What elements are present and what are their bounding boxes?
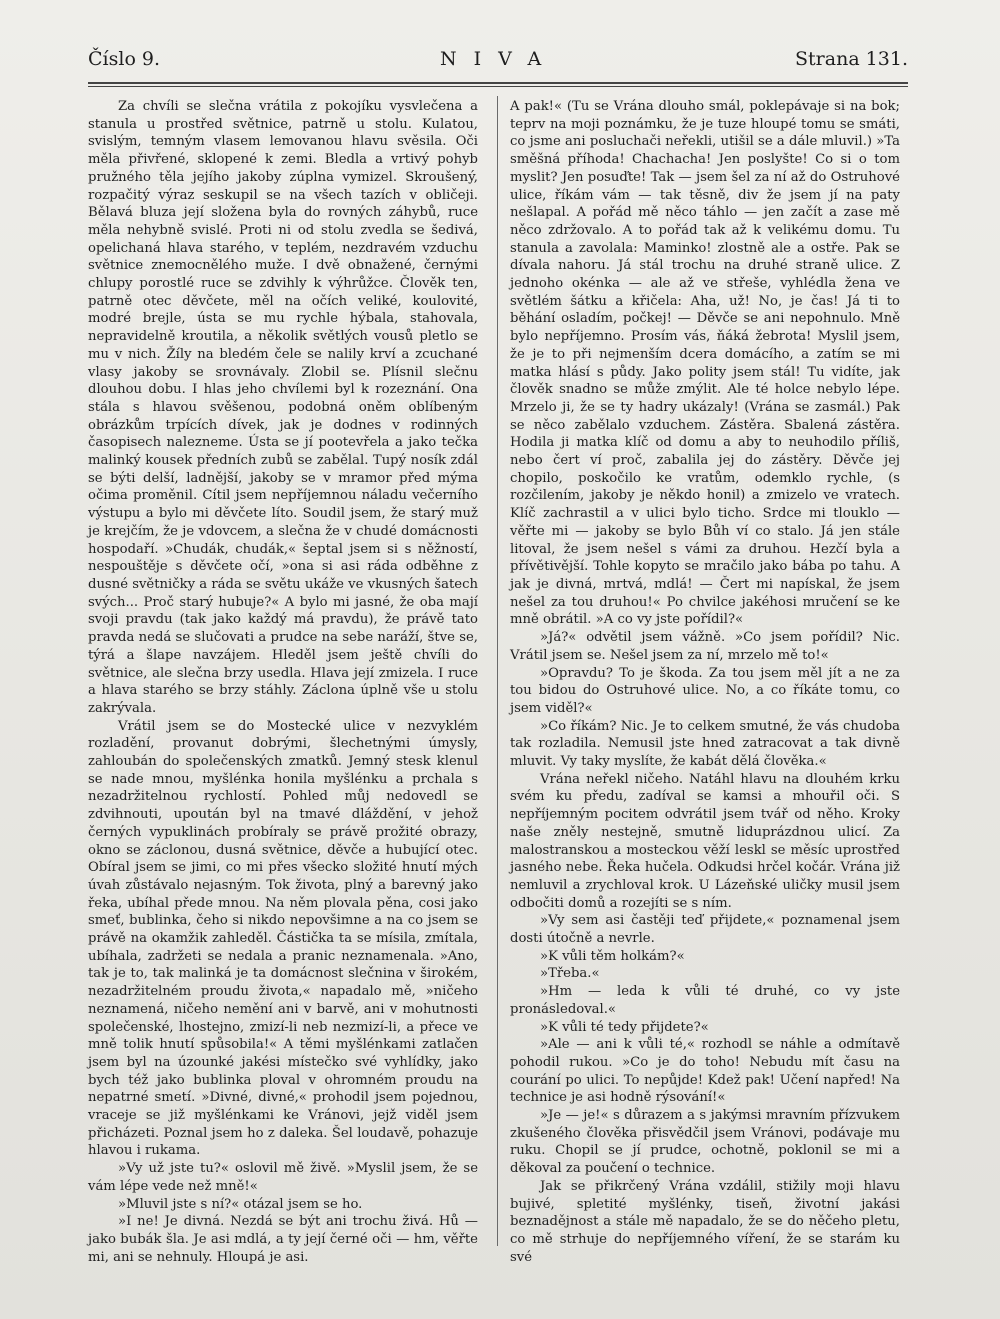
right-paragraph: »Třeba.« [540,966,600,982]
left-paragraph: »I ne! Je divná. Nezdá se být ani trochu živá. Hů — jako bubák šla. Je asi mdlá, a ty její černé oči — hm, věřte mi, ani se nehnuly. Hloupá je asi. [88,1214,478,1265]
right-paragraph: »K vůli těm holkám?« [540,948,685,964]
header-rule [88,82,908,87]
left-paragraph: Vrátil jsem se do Mostecké ulice v nezvyklém rozladění, provanut dobrými, šlechetnými úmysly, zahloubán do společenských zmatků. Jemný stesk klenul se nade mnou, myšlénka honila myšlénku a prchala s nezadržitelnou rychlostí. Pohled můj nedovedl se zdvihnouti, upoután byl na tmavé dláždění, v jehož černých vypuklinách probíraly se právě prožité obrazy, okno se záclonou, dusná světnice, děvče a hubující otec. Obíral jsem se jimi, co mi přes všecko složité hnutí mých úvah zůstávalo nejasným. Tok života, plný a barevný jako řeka, ubíhal přede mnou. Na něm plovala pěna, cosi jako smeť, bublinka, čeho si nikdo nepovšimne a na co jsem se právě na okamžik zahleděl. Částička ta se mísila, zmítala, ubíhala, zadržeti se nedala a pranic neznamenala. »Ano, tak je to, tak malinká je ta domácnost slečnina v širokém, nezadržitelném proudu života,« napadalo mě, »ničeho neznamená, ničeho nemění ani v barvě, ani v mohutnosti společenské, lhostejno, zmizí-li neb nezmizí-li, a přece ve mně tolik hnutí spůsobila!« A těmi myšlénkami zatlačen jsem byl na úzounké jakési místečko své vyhlídky, jako bych též jako bublinka ploval v ohromném proudu na nepatrné smetí. »Divné, divné,« prohodil jsem pojednou, vraceje se již myšlénkami ke Vránovi, jejž viděl jsem přicházeti. Poznal jsem ho z daleka. Šel loudavě, pohazuje hlavou i rukama. [88,718,478,1159]
right-paragraph: »Já?« odvětil jsem vážně. »Co jsem pořídil? Nic. Vrátil jsem se. Nešel jsem za ní, mrzelo mě to!« [510,630,900,663]
right-paragraph: Jak se přikrčený Vrána vzdálil, stižily moji hlavu bujivé, spletité myšlénky, tiseň, životní jakási beznadějnost a stále mě napadalo, že se do něčeho pletu, co mě strhuje do nepříjemného víření, že se starám ku své [510,1178,900,1265]
right-paragraph: »Hm — leda k vůli té druhé, co vy jste pronásledoval.« [510,984,900,1017]
right-paragraph: »Je — je!« s důrazem a s jakýmsi mravním přízvukem zkušeného člověka přisvědčil jsem Vránovi, podávaje mu ruku. Chopil se jí prudce, ochotně, poklonil se mi a děkoval za poučení o technice. [510,1108,900,1177]
column-divider [497,96,498,1246]
right-paragraph: »K vůli té tedy přijdete?« [540,1019,709,1035]
issue-number: Číslo 9. [88,48,161,70]
left-paragraph: Za chvíli se slečna vrátila z pokojíku vysvlečena a stanula u prostřed světnice, patrně u stolu. Kulatou, svislým, temným vlasem lemovanou hlavu svěsila. Oči měla přivřené, sklopené k zemi. Bledla a vrtivý pohyb pružného těla jejího jakoby zúplna vymizel. Skroušený, rozpačitý výraz seskupil se na všech tazích v obličeji. Bělavá bluza její složena byla do rovných záhybů, ruce měla nehybně svislé. Proti ni od stolu zvedla se šedivá, opelichaná hlava starého, v teplém, nezdravém vzduchu světnice znemocnělého muže. I dvě obnažené, černými chlupy porostlé ruce se zdvihly k výhrůžce. Člověk ten, patrně otec děvčete, měl na očích veliké, koulovité, modré brejle, ústa se mu rychle hýbala, stahovala, nepravidelně kroutila, a několik světlých vousů pletlo se mu v nich. Žíly na bledém čele se nalily krví a zcuchané vlasy jakoby se srovnávaly. Zlobil se. Plísnil slečnu dlouhou dobu. I hlas jeho chvílemi byl k rozeznání. Ona stála s hlavou svěšenou, podobná oněm oblíbeným obrázkům trpících dívek, jak je dodnes v rodinných časopisech nalezneme. Ústa se jí pootevřela a jako tečka malinký kousek předních zubů se zabělal. Tupý nosík zdál se býti delší, ladnější, jakoby se v mramor před mýma očima proměnil. Cítil jsem nepříjemnou náladu večerního výstupu a bylo mi děvčete líto. Soudil jsem, že starý muž je krejčím, že je vdovcem, a slečna že v chudé domácnosti hospodaří. »Chudák, chudák,« šeptal jsem si s něžností, nespouštěje s děvčete očí, »ona si asi ráda odběhne z dusné světničky a ráda se světu ukáže ve vkusných šatech svých... Proč starý hubuje?« A bylo mi jasné, že oba mají svoji pravdu (tak jako každý má pravdu), že právě tato pravda nedá se slučovati a prudce na sebe naráží, štve se, týrá a šlape navzájem. Hleděl jsem ještě chvíli do světnice, ale slečna brzy usedla. Hlava její zmizela. I ruce a hlava starého se brzy stáhly. Záclona úplně vše u stolu zakrývala. [88,99,478,716]
page-header [88,48,908,78]
right-paragraph: »Co říkám? Nic. Je to celkem smutné, že vás chudoba tak rozladila. Nemusil jste hned zatracovat a tak divně mluvit. Vy taky myslíte, že kabát dělá člověka.« [510,718,900,770]
right-paragraph: »Ale — ani k vůli té,« rozhodl se náhle a odmítavě pohodil rukou. »Co je do toho! Nebudu mít času na courání po ulici. To nepůjde! Kdež pak! Učení napřed! Na technice je asi hodně rýsování!« [510,1037,900,1106]
right-paragraph: »Vy sem asi častěji teď přijdete,« poznamenal jsem dosti útočně a nevrle. [510,913,900,947]
left-column [88,98,478,1266]
right-paragraph: Vrána neřekl ničeho. Natáhl hlavu na dlouhém krku svém ku předu, zadíval se kamsi a mhouřil oči. S nepříjemným pocitem odvrátil jsem tvář od něho. Kroky naše zněly nestejně, smutně liduprázdnou ulicí. Za malostranskou a mosteckou věží leskl se měsíc uprostřed jasného nebe. Řeka hučela. Odkudsi hrčel kočár. Vrána již nemluvil a zrychloval krok. U Lázeňské uličky musil jsem odbočiti domů a rozejíti se s ním. [510,771,900,911]
right-paragraph: »Opravdu? To je škoda. Za tou jsem měl jít a ne za tou bidou do Ostruhové ulice. No, a co říkáte tomu, co jsem viděl?« [510,665,900,716]
masthead-title: NIVA [440,48,559,70]
left-paragraph: »Vy už jste tu?« oslovil mě živě. »Myslil jsem, že se vám lépe vede než mně!« [88,1161,478,1194]
right-column [510,98,900,1266]
right-paragraph: A pak!« (Tu se Vrána dlouho smál, poklepávaje si na bok; teprv na moji poznámku, že je tuze hloupé tomu se smáti, co jsme ani posluchači neřekli, utišil se a dále mluvil.) »Ta směšná příhoda! Chachacha! Jen poslyšte! Co si o tom myslit? Jen posuďte! Tak — jsem šel za ní až do Ostruhové ulice, říkám vám — tak těsně, div že jsem jí na paty nešlapal. A pořád mě něco táhlo — jen začít a zase mě něco zdržovalo. A to pořád tak až k velikému domu. Tu stanula a zavolala: Maminko! zlostně ale a ostře. Pak se dívala nahoru. Já stál trochu na druhé straně ulice. Z jednoho okénka — ale až ve střeše, vyhlédla žena ve světlém šátku a křičela: Aha, už! No, je čas! Já ti to běhání osladím, počkej! — Děvče se ani nepohnulo. Mně bylo nepříjemno. Prosím vás, ňáká žebrota! Myslil jsem, že je to při nejmenším dcera domácího, a zatím se mi matka hlásí s půdy. Jako polity jsem stál! Tu vidíte, jak člověk snadno se může zmýlit. Ale té holce nebylo lépe. Mrzelo ji, že se ty hadry ukázaly! (Vrána se zasmál.) Pak se něco zabělalo vzduchem. Zástěra. Sbalená zástěra. Hodila ji matka klíč od domu a aby to neuhodilo příliš, nebo čert ví proč, zabalila jej do zástěry. Děvče jej chopilo, poskočilo ke vratům, odemklo rychle, (s rozčilením, jakoby je někdo honil) a zmizelo ve vratech. Klíč zachrastil a v ulici bylo ticho. Srdce mi tlouklo — věřte mi — jakoby se bylo Bůh ví co stalo. Já jen stále litoval, že jsem nešel s vámi za druhou. Hezčí byla a přívětivější. Tohle kopyto se mračilo jako bába po tahu. A jak je divná, mrtvá, mdlá! — Čert mi napískal, že jsem nešel za tou druhou!« Po chvilce jakéhosi mručení se ke mně obrátil. »A co vy jste pořídil?« [510,99,900,628]
left-paragraph: »Mluvil jste s ní?« otázal jsem se ho. [118,1196,363,1212]
page-number: Strana 131. [795,48,908,70]
